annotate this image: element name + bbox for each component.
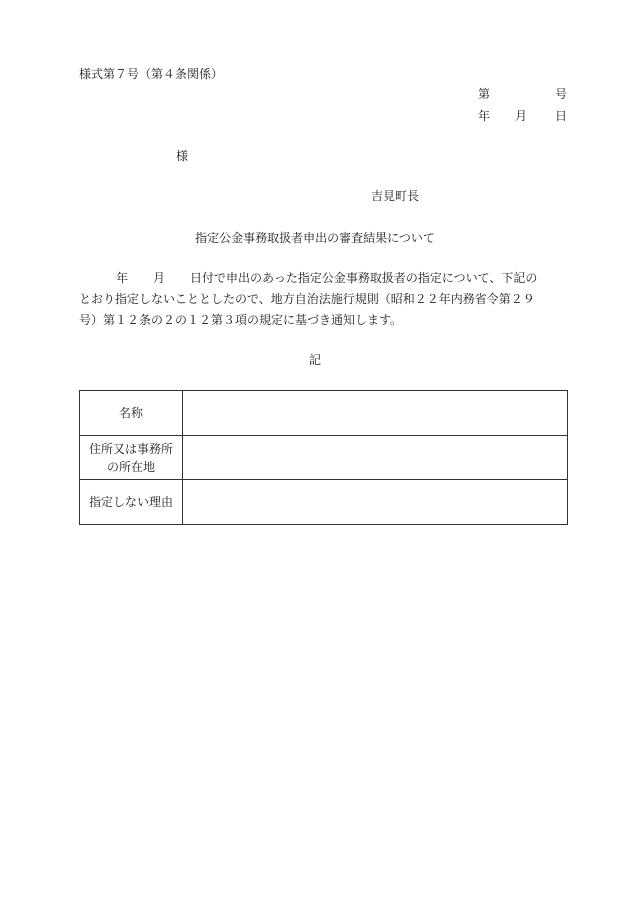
table-row: [80, 391, 568, 436]
document-title: 指定公金事務取扱者申出の審査結果について: [195, 231, 435, 245]
label-reason: 指定しない理由: [80, 480, 183, 525]
body-line-1: [79, 268, 569, 289]
value-name: [183, 391, 568, 436]
form-number: 様式第７号（第４条関係）: [79, 67, 224, 81]
body-line-1-text: 日付で申出のあった指定公金事務取扱者の指定について、下記の: [190, 271, 538, 285]
body-paragraph: [79, 268, 569, 331]
label-address-line-2: の所在地: [106, 459, 155, 474]
body-line-2-text: とおり指定しないこととしたので、地方自治法施行規則（昭和２２年内務省令第２９: [79, 292, 535, 306]
body-line-3-text: 号）第１２条の２の１２第３項の規定に基づき通知します。: [79, 313, 403, 327]
record-table: [79, 390, 568, 525]
date-month: 月: [515, 109, 528, 123]
value-address: [183, 436, 568, 480]
table-row: [80, 436, 568, 480]
addressee: 様: [176, 149, 189, 163]
ki-heading: 記: [308, 353, 321, 367]
value-reason: [183, 480, 568, 525]
body-month: 月: [153, 271, 166, 285]
sender: 吉見町長: [371, 189, 420, 203]
date-day: 日: [555, 109, 568, 123]
body-line-2: [79, 289, 569, 310]
table-row: [80, 480, 568, 525]
date-year: 年: [478, 109, 491, 123]
document-number-prefix: 第: [478, 87, 491, 101]
label-address: [80, 436, 183, 480]
label-address-line-1: 住所又は事務所: [88, 441, 173, 456]
label-name: 名称: [80, 391, 183, 436]
body-line-3: [79, 310, 569, 331]
body-year: 年: [116, 271, 129, 285]
document-number-suffix: 号: [555, 87, 568, 101]
